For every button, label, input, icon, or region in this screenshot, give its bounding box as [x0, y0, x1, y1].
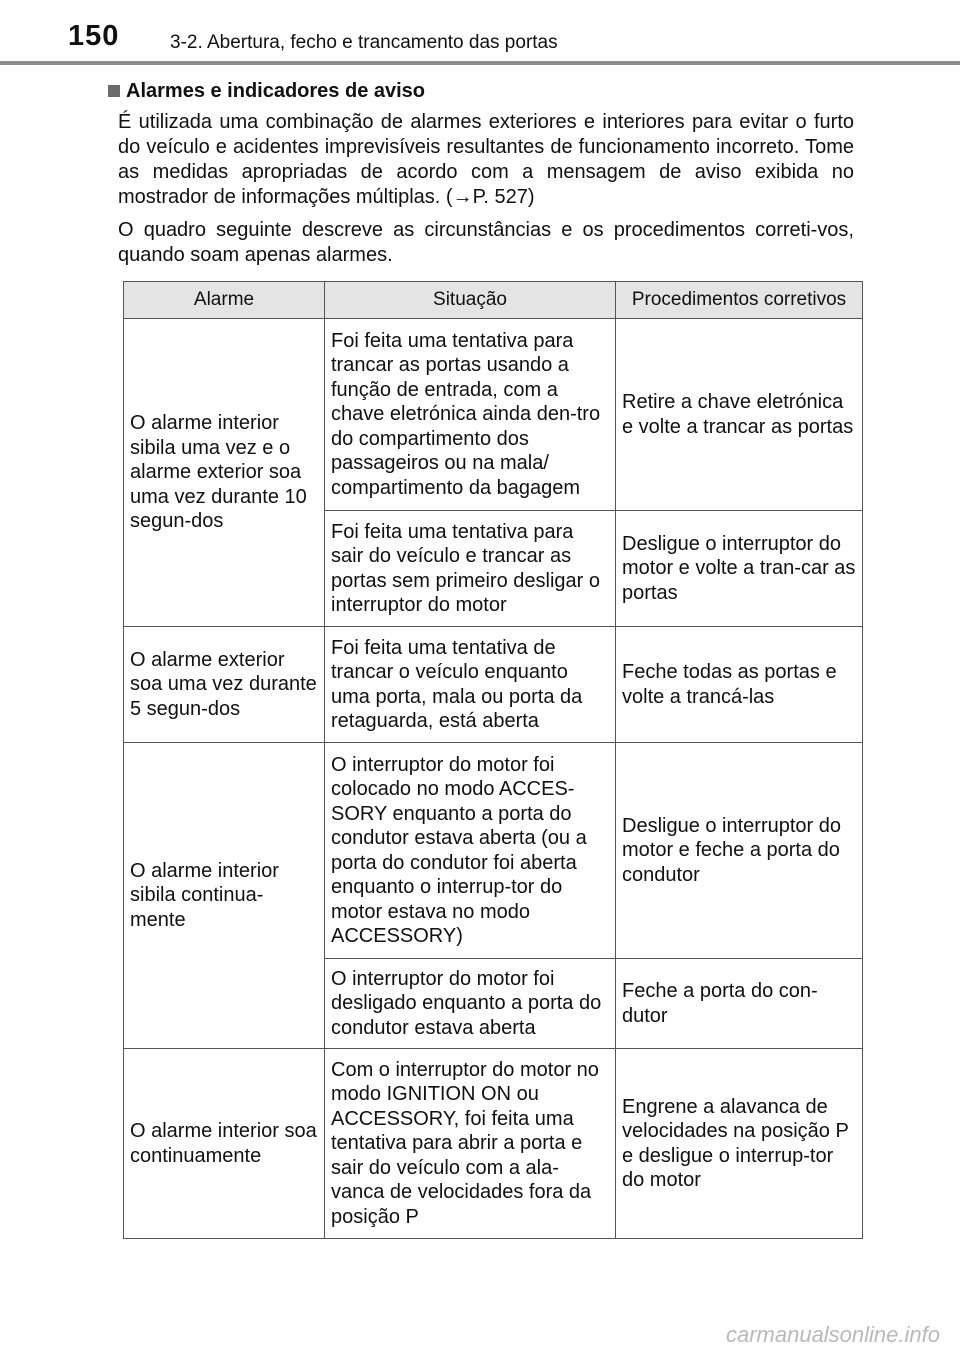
situation-cell: Foi feita uma tentativa de trancar o veículo enquanto uma porta, mala ou porta da retaguarda, está aberta [325, 627, 616, 743]
situation-cell: Foi feita uma tentativa para sair do veículo e trancar as portas sem primeiro desligar o interruptor do motor [325, 511, 616, 627]
section-title: 3-2. Abertura, fecho e trancamento das portas [170, 32, 558, 53]
column-header-alarm: Alarme [124, 282, 325, 319]
page-header [0, 0, 960, 64]
alarm-cell: O alarme exterior soa uma vez durante 5 segun-dos [124, 627, 325, 743]
procedure-cell: Feche a porta do con-dutor [616, 959, 863, 1049]
table-row [124, 627, 863, 743]
subheading [108, 78, 858, 104]
main-content [108, 78, 858, 268]
table-row [124, 319, 863, 511]
procedure-cell: Feche todas as portas e volte a trancá-las [616, 627, 863, 743]
situation-cell: O interruptor do motor foi desligado enquanto a porta do condutor estava aberta [325, 959, 616, 1049]
column-header-situation: Situação [325, 282, 616, 319]
alarm-cell: O alarme interior sibila uma vez e o alarme exterior soa uma vez durante 10 segun-dos [124, 319, 325, 627]
situation-cell: Foi feita uma tentativa para trancar as portas usando a função de entrada, com a chave eletrónica ainda den-tro do compartimento dos passageiros ou na mala/ compartimento da bagagem [325, 319, 616, 511]
column-header-procedure: Procedimentos corretivos [616, 282, 863, 319]
alarms-table [123, 281, 863, 1239]
page-number: 150 [68, 20, 120, 52]
situation-cell: O interruptor do motor foi colocado no modo ACCES-SORY enquanto a porta do condutor estava aberta (ou a porta do condutor foi aberta enquanto o interrup-tor do motor estava no modo ACCESSORY) [325, 743, 616, 959]
header-divider [0, 61, 960, 65]
procedure-cell: Desligue o interruptor do motor e volte a tran-car as portas [616, 511, 863, 627]
procedure-cell: Retire a chave eletrónica e volte a trancar as portas [616, 319, 863, 511]
situation-cell: Com o interruptor do motor no modo IGNITION ON ou ACCESSORY, foi feita uma tentativa para abrir a porta e sair do veículo com a ala-vanca de velocidades fora da posição P [325, 1049, 616, 1239]
subheading-text: Alarmes e indicadores de aviso [126, 79, 426, 102]
procedure-cell: Engrene a alavanca de velocidades na posição P e desligue o interrup-tor do motor [616, 1049, 863, 1239]
watermark: carmanualsonline.info [725, 1322, 940, 1347]
intro-paragraph: É utilizada uma combinação de alarmes exteriores e interiores para evitar o furto do veículo e acidentes imprevisíveis resultantes de funcionamento incorreto. Tome as medidas apropriadas de acordo com a mensagem de aviso exibida no mostrador de informações múltiplas. (→P. 527) [118, 111, 854, 208]
table-row [124, 1049, 863, 1239]
square-bullet-icon [108, 85, 120, 97]
table-row [124, 743, 863, 959]
alarm-cell: O alarme interior soa continuamente [124, 1049, 325, 1239]
table-header-row [124, 282, 863, 319]
procedure-cell: Desligue o interruptor do motor e feche a porta do condutor [616, 743, 863, 959]
table-intro-paragraph: O quadro seguinte descreve as circunstâncias e os procedimentos correti-vos, quando soam apenas alarmes. [118, 219, 854, 266]
alarm-cell: O alarme interior sibila continua-mente [124, 743, 325, 1049]
